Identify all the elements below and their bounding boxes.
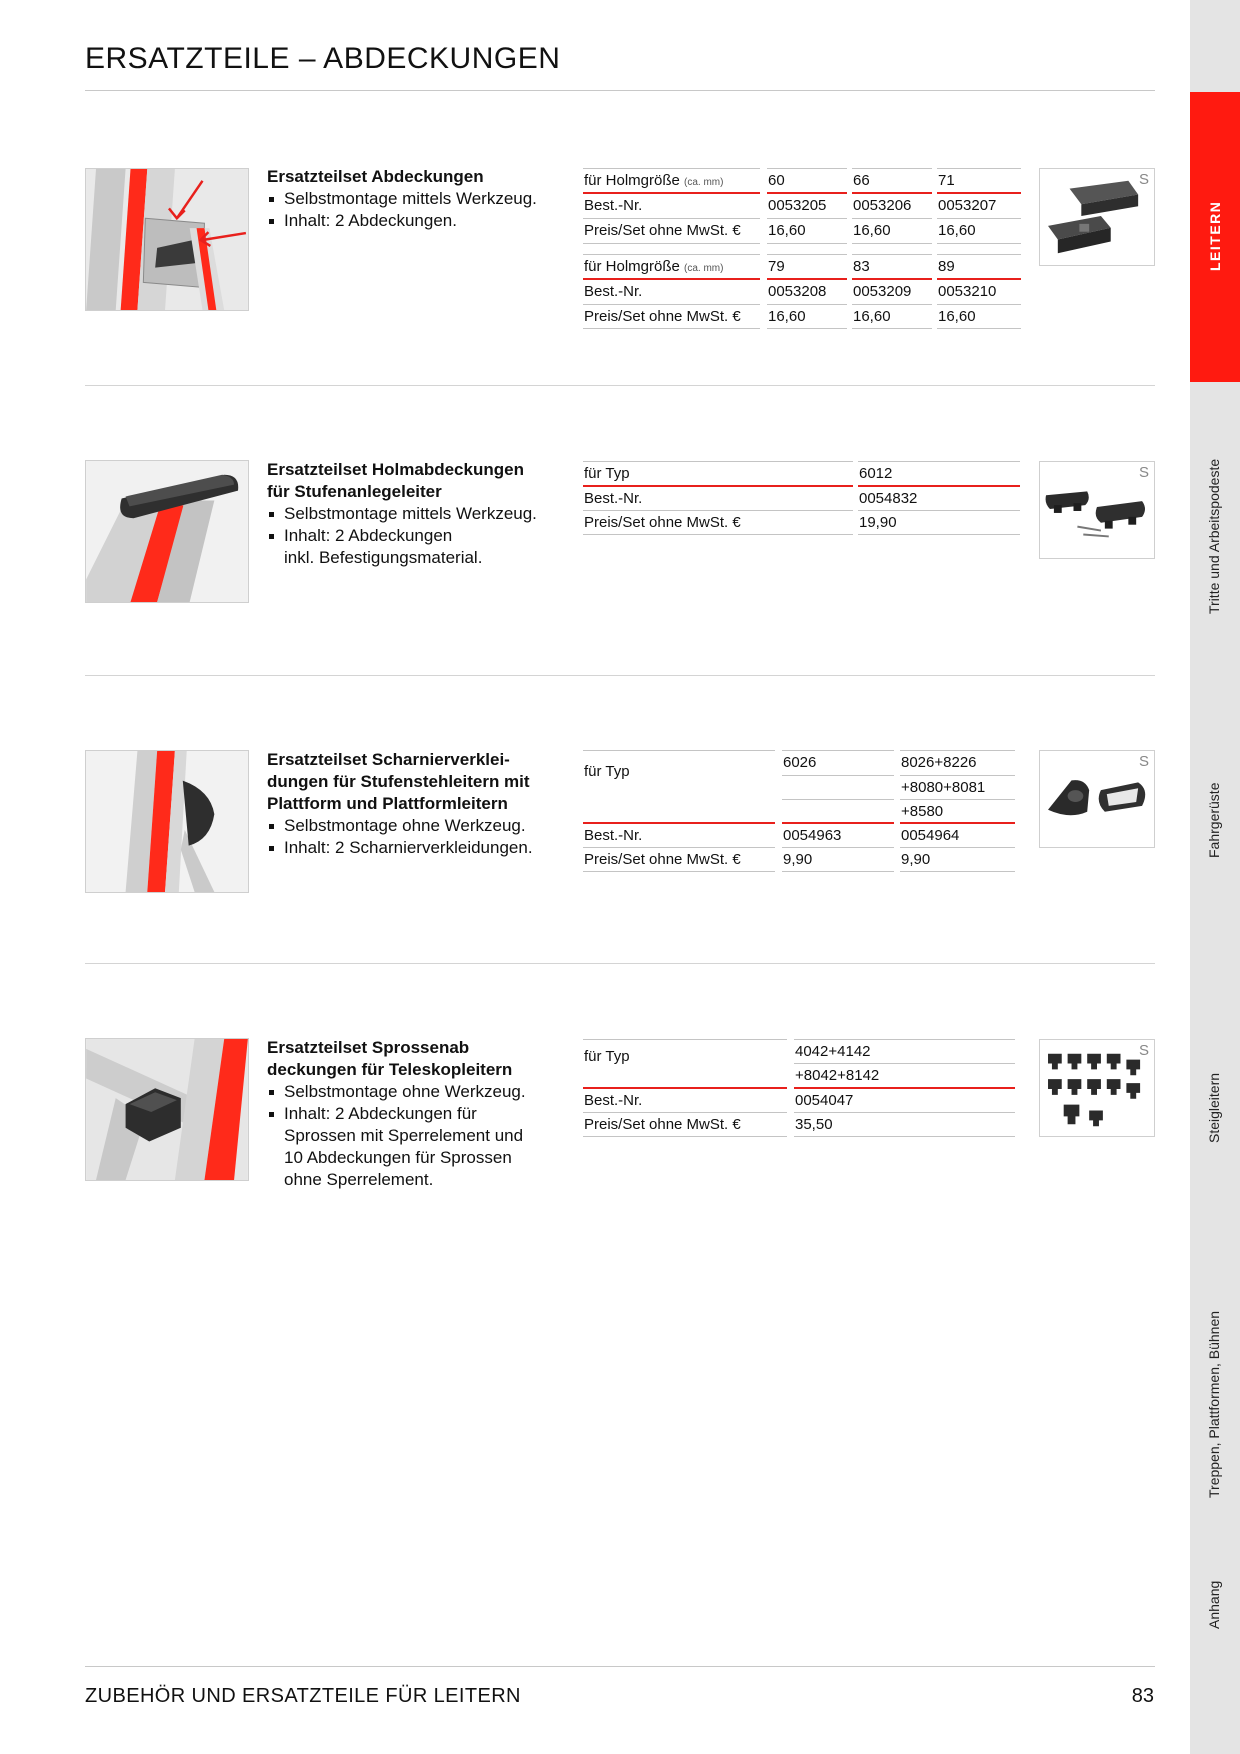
order-label: Best.-Nr. xyxy=(584,197,643,214)
table-rule xyxy=(782,799,894,800)
order-number: 0054964 xyxy=(901,827,960,844)
price-value: 16,60 xyxy=(768,222,806,239)
end-cap-icon xyxy=(1040,169,1154,265)
side-nav-fahrgerueste[interactable]: Fahrgerüste xyxy=(1206,782,1222,858)
table-rule xyxy=(583,750,775,751)
table-rule xyxy=(767,243,847,244)
product-photo-scharnierverkleidungen xyxy=(85,750,249,893)
table-rule xyxy=(794,1136,1015,1137)
table-rule xyxy=(583,1136,787,1137)
hinge-cover-pair-icon xyxy=(1040,751,1154,847)
footer-divider xyxy=(85,1666,1155,1667)
order-number: 0054047 xyxy=(795,1092,854,1109)
product-title: Ersatzteilset Abdeckungen xyxy=(267,167,484,186)
title-divider xyxy=(85,90,1155,91)
type-label: für Typ xyxy=(584,763,630,780)
order-label: Best.-Nr. xyxy=(584,827,643,844)
order-label: Best.-Nr. xyxy=(584,283,643,300)
marker-s: S xyxy=(1138,171,1149,188)
table-rule xyxy=(583,1039,787,1040)
table-rule xyxy=(782,871,894,872)
table-rule xyxy=(937,243,1021,244)
marker-s: S xyxy=(1138,464,1149,481)
price-value: 9,90 xyxy=(901,851,931,868)
side-nav-leitern[interactable]: LEITERN xyxy=(1207,200,1223,271)
order-number: 0053208 xyxy=(768,283,827,300)
product-title-line: Ersatzteilset Scharnierverklei- xyxy=(267,750,510,769)
type-value: 6012 xyxy=(859,465,893,482)
type-value: +8042+8142 xyxy=(795,1067,880,1084)
table-rule xyxy=(782,775,894,776)
product-photo-abdeckungen xyxy=(85,168,249,311)
order-number: 0053207 xyxy=(938,197,997,214)
part-thumbnail xyxy=(1039,168,1155,266)
bullet-item: Selbstmontage ohne Werkzeug. xyxy=(267,815,567,837)
size-label: für Holmgröße (ca. mm) xyxy=(584,258,724,275)
product-title-line: für Stufenanlegeleiter xyxy=(267,482,442,501)
rung-cap-set-icon xyxy=(1040,1040,1154,1136)
product-title-line: Ersatzteilset Holmabdeckungen xyxy=(267,460,524,479)
price-value: 19,90 xyxy=(859,514,897,531)
table-rule xyxy=(852,243,932,244)
bullet-item: Selbstmontage mittels Werkzeug. xyxy=(267,188,567,210)
price-label: Preis/Set ohne MwSt. € xyxy=(584,222,741,239)
section-divider xyxy=(85,963,1155,964)
table-rule xyxy=(583,243,760,244)
price-value: 16,60 xyxy=(853,308,891,325)
order-number: 0053210 xyxy=(938,283,997,300)
type-value: 6026 xyxy=(783,754,817,771)
bullet-item: Inhalt: 2 Abdeckungen für Sprossen mit Sperrelement und 10 Abdeckungen für Sprossen ohne Sperrelement. xyxy=(267,1103,567,1191)
order-number: 0053209 xyxy=(853,283,912,300)
side-nav-anhang[interactable]: Anhang xyxy=(1206,1580,1222,1629)
section-divider xyxy=(85,385,1155,386)
side-nav-treppen[interactable]: Treppen, Plattformen, Bühnen xyxy=(1206,1310,1222,1498)
product-description xyxy=(267,749,567,859)
rail-end-cap-icon xyxy=(86,461,248,602)
price-label: Preis/Set ohne MwSt. € xyxy=(584,851,741,868)
bullet-item: Selbstmontage mittels Werkzeug. xyxy=(267,503,567,525)
part-thumbnail xyxy=(1039,461,1155,559)
marker-s: S xyxy=(1138,1042,1149,1059)
bullet-item: Inhalt: 2 Scharnierverkleidungen. xyxy=(267,837,567,859)
price-value: 16,60 xyxy=(938,222,976,239)
type-label: für Typ xyxy=(584,465,630,482)
price-label: Preis/Set ohne MwSt. € xyxy=(584,308,741,325)
rung-cover-icon xyxy=(86,1039,248,1180)
page-title: ERSATZTEILE – ABDECKUNGEN xyxy=(85,42,561,75)
size-value: 60 xyxy=(768,172,785,189)
marker-s: S xyxy=(1138,753,1149,770)
table-rule xyxy=(852,328,932,329)
table-rule xyxy=(937,328,1021,329)
product-title-line: deckungen für Teleskopleitern xyxy=(267,1060,513,1079)
type-value: +8580 xyxy=(901,803,944,820)
footer-section-title: ZUBEHÖR UND ERSATZTEILE FÜR LEITERN xyxy=(85,1685,521,1707)
price-label: Preis/Set ohne MwSt. € xyxy=(584,1116,741,1133)
product-description xyxy=(267,459,567,569)
price-value: 16,60 xyxy=(938,308,976,325)
hinge-cover-icon xyxy=(86,751,248,892)
bullet-item: Selbstmontage ohne Werkzeug. xyxy=(267,1081,567,1103)
table-rule xyxy=(583,871,775,872)
product-description xyxy=(267,166,567,232)
size-value: 66 xyxy=(853,172,870,189)
part-thumbnail xyxy=(1039,750,1155,848)
product-title-line: dungen für Stufenstehleitern mit xyxy=(267,772,530,791)
product-title-line: Ersatzteilset Sprossenab xyxy=(267,1038,470,1057)
table-rule xyxy=(583,328,760,329)
ladder-rail-icon xyxy=(86,169,248,310)
section-divider xyxy=(85,675,1155,676)
order-number: 0054963 xyxy=(783,827,842,844)
product-description xyxy=(267,1037,567,1191)
product-title-line: Plattform und Plattformleitern xyxy=(267,794,508,813)
order-number: 0053206 xyxy=(853,197,912,214)
table-rule xyxy=(858,534,1020,535)
type-value xyxy=(782,776,783,800)
bullet-item: Inhalt: 2 Abdeckungen inkl. Befestigungsmaterial. xyxy=(267,525,567,569)
price-value: 16,60 xyxy=(853,222,891,239)
order-number: 0053205 xyxy=(768,197,827,214)
product-photo-holmabdeckungen xyxy=(85,460,249,603)
type-label: für Typ xyxy=(584,1048,630,1065)
size-label: für Holmgröße (ca. mm) xyxy=(584,172,724,189)
bullet-item: Inhalt: 2 Abdeckungen. xyxy=(267,210,567,232)
size-value: 83 xyxy=(853,258,870,275)
end-cap-pair-icon xyxy=(1040,462,1154,558)
type-value: +8080+8081 xyxy=(901,779,986,796)
size-value: 79 xyxy=(768,258,785,275)
price-label: Preis/Set ohne MwSt. € xyxy=(584,514,741,531)
table-rule xyxy=(900,871,1015,872)
table-rule xyxy=(583,534,853,535)
type-value: 8026+8226 xyxy=(901,754,977,771)
order-label: Best.-Nr. xyxy=(584,490,643,507)
order-number: 0054832 xyxy=(859,490,918,507)
table-rule xyxy=(767,328,847,329)
page-number: 83 xyxy=(1131,1685,1154,1707)
size-value: 71 xyxy=(938,172,955,189)
product-photo-sprossenabdeckungen xyxy=(85,1038,249,1181)
side-nav-tritte[interactable]: Tritte und Arbeitspodeste xyxy=(1206,458,1222,614)
price-value: 35,50 xyxy=(795,1116,833,1133)
order-label: Best.-Nr. xyxy=(584,1092,643,1109)
part-thumbnail xyxy=(1039,1039,1155,1137)
price-value: 9,90 xyxy=(783,851,813,868)
side-nav-steigleitern[interactable]: Steigleitern xyxy=(1206,1072,1222,1143)
size-value: 89 xyxy=(938,258,955,275)
type-value: 4042+4142 xyxy=(795,1043,871,1060)
price-value: 16,60 xyxy=(768,308,806,325)
